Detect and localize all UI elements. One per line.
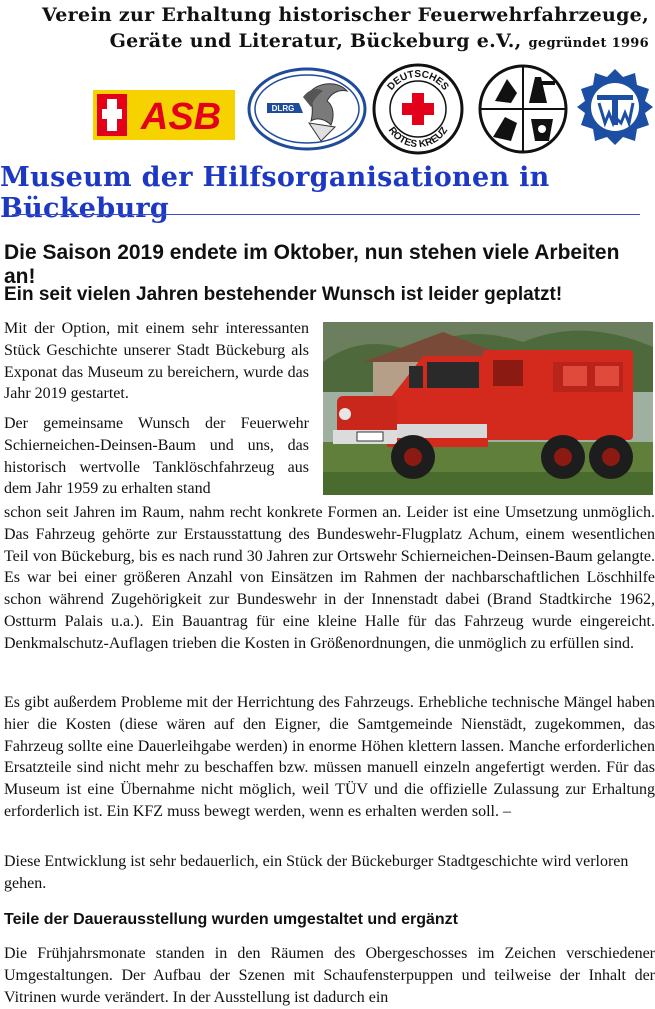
thw-logo <box>575 67 655 147</box>
paragraph-conclusion: Diese Entwicklung ist sehr bedauerlich, ein Stück der Bückeburger Stadtgeschichte wird verloren gehen. <box>4 853 629 892</box>
fire-brigade-logo <box>477 63 569 155</box>
fire-truck-photo <box>323 322 653 495</box>
drk-logo-bottom-text: ROTES KREUZ <box>385 125 451 151</box>
museum-title: Museum der Hilfsorganisationen in Bückeburg <box>0 162 550 224</box>
association-name-line1: Verein zur Erhaltung historischer Feuerwehrfahrzeuge, <box>41 4 649 26</box>
asb-logo-text: ASB <box>140 96 222 138</box>
article-headline: Die Saison 2019 endete im Oktober, nun stehen viele Arbeiten an! <box>4 241 620 288</box>
paragraph-intro: Mit der Option, mit einem sehr interessanten Stück Geschichte unserer Stadt Bückeburg als Exponat das Museum zu bereichern, wurde das Jahr 2019 gestartet. <box>4 320 309 403</box>
association-name-line2 <box>0 30 649 52</box>
article-subheadline: Ein seit vielen Jahren bestehender Wunsch ist leider geplatzt! <box>4 284 563 305</box>
drk-logo-top-text: DEUTSCHES <box>385 68 451 93</box>
asb-logo <box>93 90 235 140</box>
header-divider <box>12 214 640 215</box>
paragraph-exhibition: Die Frühjahrsmonate standen in den Räumen des Obergeschosses im Zeichen verschiedener Umgestaltungen. Der Aufbau der Szenen mit Schaufensterpuppen und teilweise der Inhalt der Vitrinen wurde verändert. In der Ausstellung ist dadurch ein <box>4 945 655 1006</box>
dlrg-logo <box>247 67 367 151</box>
section-heading: Teile der Dauerausstellung wurden umgestaltet und ergänzt <box>4 911 459 928</box>
association-name-line2-main: Geräte und Literatur, Bückeburg e.V., <box>109 30 522 52</box>
dlrg-logo-text: DLRG <box>271 104 295 113</box>
paragraph-wish-part1: Der gemeinsame Wunsch der Feuerwehr Schierneichen-Deinsen-Baum und uns, das historisch wertvolle Tanklöschfahrzeug aus dem Jahr 1959 zu erhalten stand <box>4 415 309 498</box>
founded-year-text: gegründet 1996 <box>528 36 649 51</box>
paragraph-problems: Es gibt außerdem Probleme mit der Herrichtung des Fahrzeugs. Erhebliche technische Mängel haben hier die Kosten (diese wären auf den Eigner, die Samtgemeinde Nienstädt, zugekommen, das Fahrzeug sollte eine Dauerleihgabe werden) in enorme Höhen klettern lassen. Manche erforderlichen Ersatzteile sind nicht mehr zu beschaffen bzw. müssen manuell einzeln angefertigt werden. Für das Museum ist eine Übernahme nicht möglich, weil TÜV und die offizielle Zulassung zur Erhaltung erforderlich ist. Ein KFZ muss bewegt werden, wenn es erhalten werden soll. – <box>4 694 655 820</box>
drk-red-cross-logo <box>372 63 464 155</box>
paragraph-wish-part2: schon seit Jahren im Raum, nahm recht konkrete Formen an. Leider ist eine Umsetzung unmöglich. Das Fahrzeug gehörte zur Erstausstattung des Bundeswehr-Flugplatz Achum, einem wesentlichen Teil von Bückeburg, bis es nach rund 30 Jahren zur Ortswehr Schierneichen-Deinsen-Baum gelangte. Es war bei einer größeren Anzahl von Einsätzen im Rahmen der nachbarschaftlichen Löschhilfe schon während Zugehörigkeit zur Bundeswehr in der Innenstadt dabei (Brand Stadtkirche 1962, Ostturm Palais u.a.). Ein Bauantrag für eine kleine Halle für das Fahrzeug wurde eingereicht. Denkmalschutz-Auflagen trieben die Kosten in Größenordnungen, die unmöglich zu erfüllen sind. <box>4 504 655 652</box>
